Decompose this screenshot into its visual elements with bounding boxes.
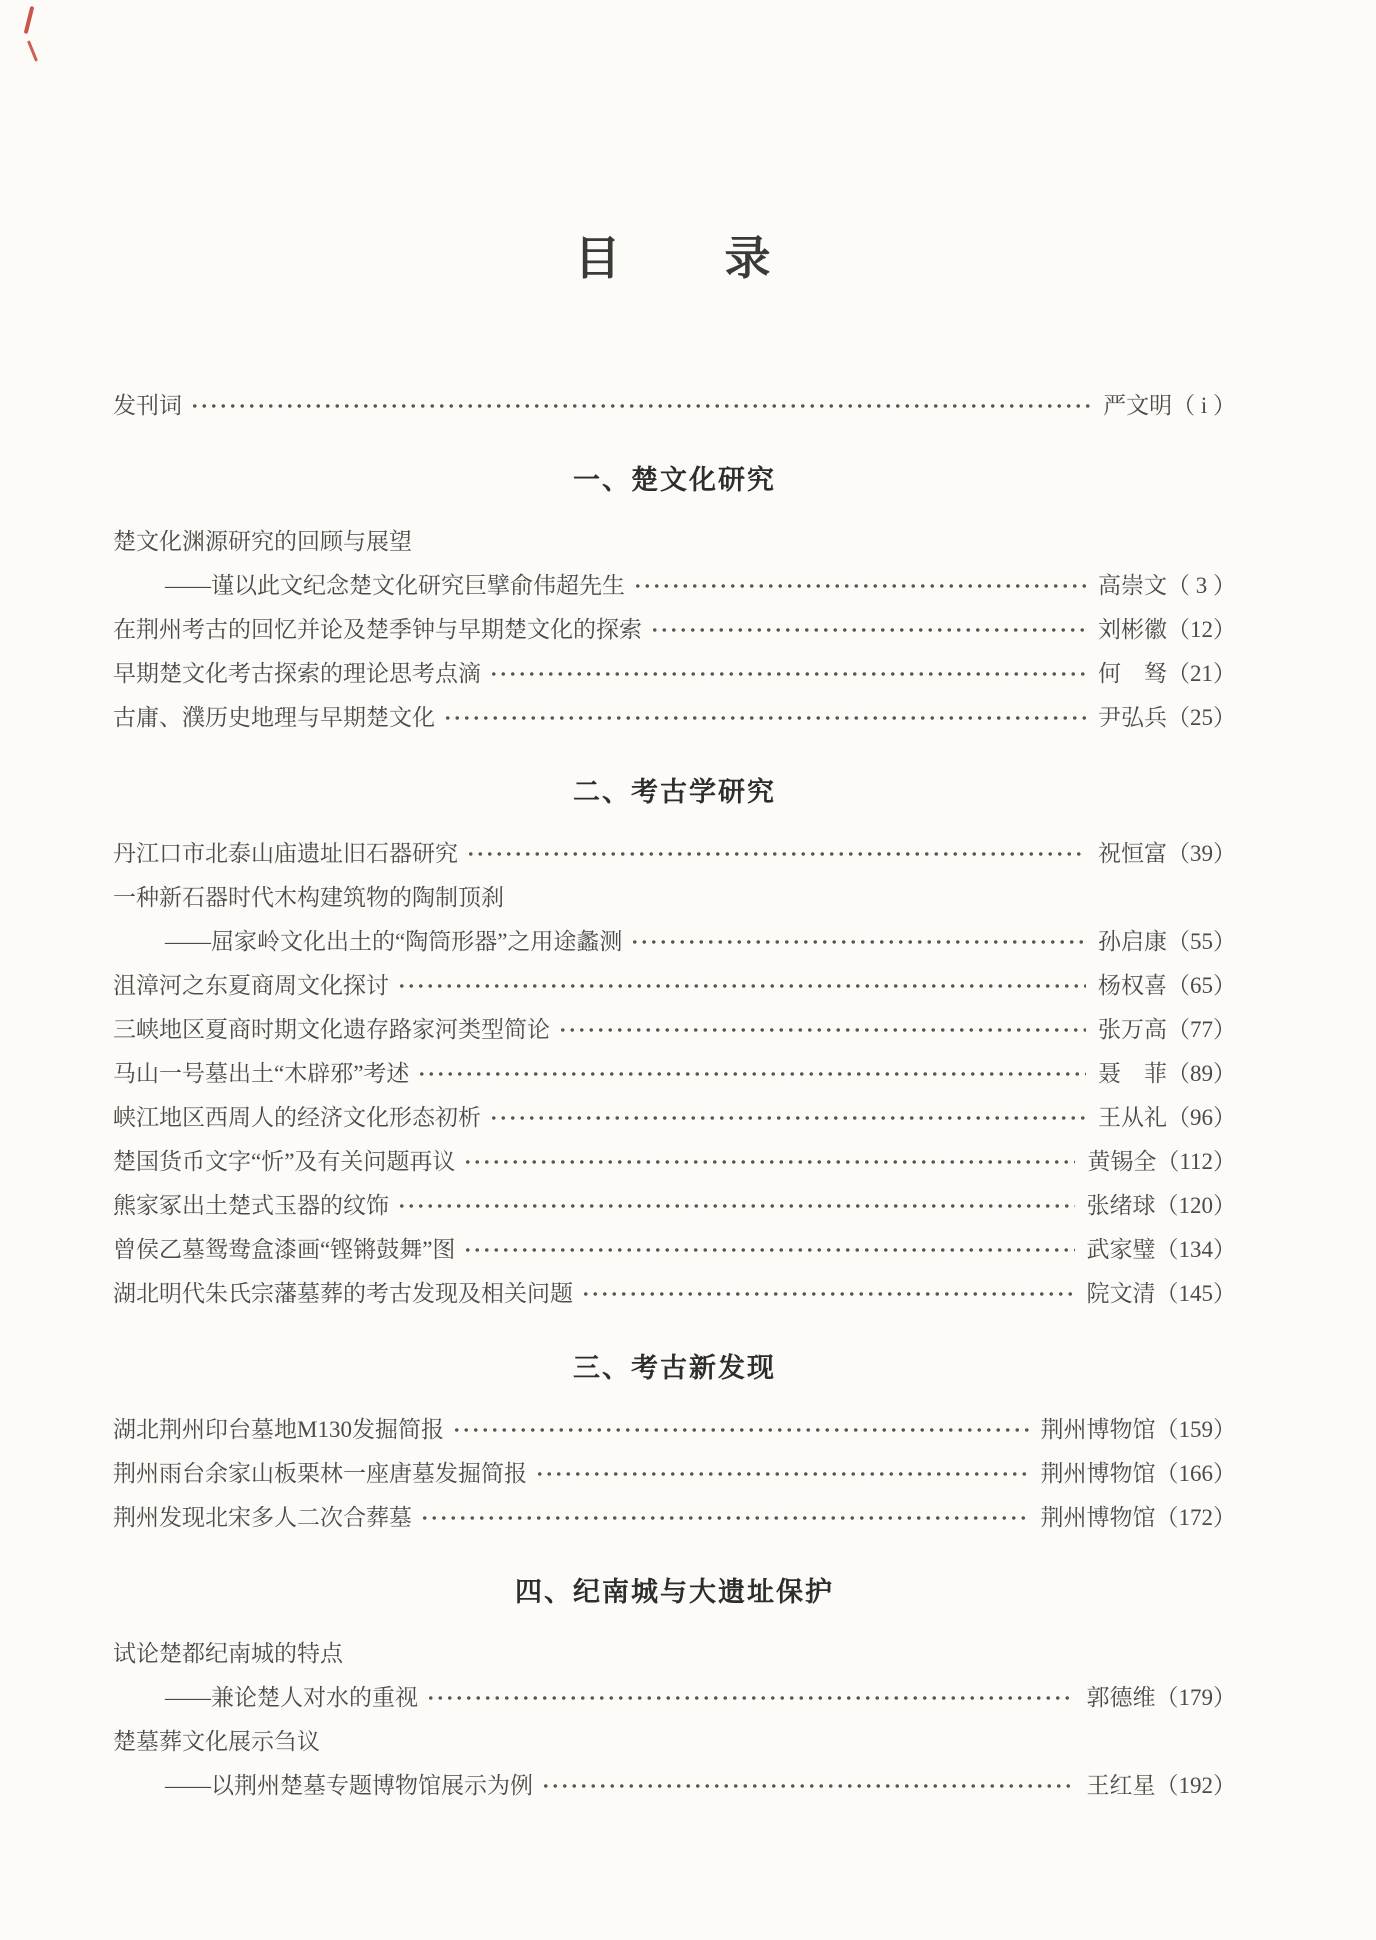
entry-author: 院文清 — [1086, 1281, 1156, 1306]
entry-page: （77） — [1167, 1017, 1236, 1042]
entry-title: 楚墓葬文化展示刍议 — [113, 1729, 320, 1754]
entry-page: （89） — [1167, 1061, 1236, 1086]
entry-title: 马山一号墓出土“木辟邪”考述 — [113, 1061, 410, 1086]
toc-entry — [113, 1096, 1236, 1140]
toc-entry — [113, 1008, 1236, 1052]
entry-title: 试论楚都纪南城的特点 — [113, 1641, 343, 1666]
entry-page: （166） — [1155, 1461, 1236, 1486]
entry-title: 峡江地区西周人的经济文化形态初析 — [113, 1105, 481, 1130]
entry-subtitle: ——以荆州楚墓专题博物馆展示为例 — [165, 1773, 533, 1798]
toc-entry — [113, 964, 1236, 1008]
entry-page: （21） — [1167, 661, 1236, 686]
scan-artifact-mark — [27, 40, 38, 62]
entry-page: （25） — [1167, 705, 1236, 730]
dot-leader — [463, 1140, 1075, 1184]
dot-leader — [452, 1408, 1029, 1452]
toc-entry — [113, 1140, 1236, 1184]
toc-entry — [113, 1632, 1236, 1720]
entry-page: （ 3 ） — [1167, 573, 1236, 598]
entry-author: 郭德维 — [1086, 1685, 1156, 1710]
entry-title: 荆州发现北宋多人二次合葬墓 — [113, 1505, 412, 1530]
entry-title: 湖北明代朱氏宗藩墓葬的考古发现及相关问题 — [113, 1281, 573, 1306]
entry-page: （ i ） — [1172, 393, 1236, 418]
entry-author: 何 驽 — [1098, 661, 1167, 686]
toc-entry — [113, 652, 1236, 696]
toc-entry — [113, 1052, 1236, 1096]
dot-leader — [417, 1052, 1086, 1096]
scan-artifact-mark — [24, 6, 35, 34]
entry-author: 荆州博物馆 — [1040, 1461, 1156, 1486]
entry-page: （65） — [1167, 973, 1236, 998]
entry-subtitle: ——谨以此文纪念楚文化研究巨擘俞伟超先生 — [165, 573, 625, 598]
entry-author: 尹弘兵 — [1098, 705, 1167, 730]
entry-author: 高崇文 — [1098, 573, 1167, 598]
toc-entry — [113, 1720, 1236, 1808]
entry-author: 刘彬徽 — [1098, 617, 1167, 642]
entry-page: （134） — [1155, 1237, 1236, 1262]
entry-page: （172） — [1155, 1505, 1236, 1530]
toc-content — [113, 0, 1236, 1808]
toc-entry — [113, 1272, 1236, 1316]
dot-leader — [190, 384, 1091, 428]
page-title: 目 录 — [574, 233, 775, 284]
entry-page: （145） — [1155, 1281, 1236, 1306]
dot-leader — [633, 564, 1086, 608]
dot-leader — [630, 920, 1086, 964]
entry-page: （55） — [1167, 929, 1236, 954]
section-heading: 一、楚文化研究 — [573, 465, 776, 495]
entry-subtitle: ——屈家岭文化出土的“陶筒形器”之用途蠡测 — [165, 929, 623, 954]
toc-entry — [113, 1408, 1236, 1452]
entry-title: 曾侯乙墓鸳鸯盒漆画“铿锵鼓舞”图 — [113, 1237, 456, 1262]
dot-leader — [489, 1096, 1086, 1140]
dot-leader — [397, 964, 1086, 1008]
section-heading: 三、考古新发现 — [573, 1353, 776, 1383]
toc-entry — [113, 520, 1236, 608]
toc-entry — [113, 1496, 1236, 1540]
entry-author: 孙启康 — [1098, 929, 1167, 954]
entry-author: 祝恒富 — [1098, 841, 1167, 866]
toc-entry — [113, 608, 1236, 652]
entry-author: 武家璧 — [1086, 1237, 1156, 1262]
entry-title: 熊家冢出土楚式玉器的纹饰 — [113, 1193, 389, 1218]
toc-entry — [113, 1452, 1236, 1496]
entry-page: （179） — [1155, 1685, 1236, 1710]
entry-title: 荆州雨台余家山板栗林一座唐墓发掘简报 — [113, 1461, 527, 1486]
entry-title: 三峡地区夏商时期文化遗存路家河类型简论 — [113, 1017, 550, 1042]
entry-page: （120） — [1155, 1193, 1236, 1218]
entry-title: 在荆州考古的回忆并论及楚季钟与早期楚文化的探索 — [113, 617, 642, 642]
toc-entry — [113, 1184, 1236, 1228]
toc-entry — [113, 832, 1236, 876]
entry-page: （39） — [1167, 841, 1236, 866]
dot-leader — [420, 1496, 1029, 1540]
front-matter-entry — [113, 384, 1236, 428]
dot-leader — [541, 1764, 1075, 1808]
entry-author: 荆州博物馆 — [1040, 1417, 1156, 1442]
dot-leader — [397, 1184, 1075, 1228]
entry-page: （12） — [1167, 617, 1236, 642]
dot-leader — [426, 1676, 1075, 1720]
dot-leader — [558, 1008, 1086, 1052]
entry-title: 楚国货币文字“忻”及有关问题再议 — [113, 1149, 456, 1174]
entry-title: 湖北荆州印台墓地M130发掘简报 — [113, 1417, 444, 1442]
entry-page: （112） — [1156, 1149, 1236, 1174]
entry-page: （192） — [1155, 1773, 1236, 1798]
entry-author: 王红星 — [1086, 1773, 1156, 1798]
dot-leader — [463, 1228, 1074, 1272]
dot-leader — [466, 832, 1086, 876]
entry-author: 荆州博物馆 — [1040, 1505, 1156, 1530]
dot-leader — [581, 1272, 1075, 1316]
entry-title: 丹江口市北泰山庙遗址旧石器研究 — [113, 841, 458, 866]
entry-author: 张绪球 — [1086, 1193, 1156, 1218]
entry-author: 王从礼 — [1098, 1105, 1167, 1130]
dot-leader — [443, 696, 1086, 740]
entry-title: 楚文化渊源研究的回顾与展望 — [113, 529, 412, 554]
entry-title: 一种新石器时代木构建筑物的陶制顶刹 — [113, 885, 504, 910]
entry-author: 张万高 — [1098, 1017, 1167, 1042]
entry-title: 发刊词 — [113, 393, 182, 418]
toc-entry — [113, 1228, 1236, 1272]
section-heading: 四、纪南城与大遗址保护 — [515, 1577, 834, 1607]
dot-leader — [650, 608, 1086, 652]
entry-page: （96） — [1167, 1105, 1236, 1130]
dot-leader — [489, 652, 1086, 696]
dot-leader — [535, 1452, 1029, 1496]
toc-entry — [113, 696, 1236, 740]
entry-page: （159） — [1155, 1417, 1236, 1442]
entry-author: 杨权喜 — [1098, 973, 1167, 998]
entry-author: 黄锡全 — [1087, 1149, 1157, 1174]
entry-subtitle: ——兼论楚人对水的重视 — [165, 1685, 418, 1710]
entry-author: 严文明 — [1103, 393, 1173, 418]
entry-title: 早期楚文化考古探索的理论思考点滴 — [113, 661, 481, 686]
section-heading: 二、考古学研究 — [573, 777, 776, 807]
entry-author: 聂 菲 — [1098, 1061, 1167, 1086]
entry-title: 沮漳河之东夏商周文化探讨 — [113, 973, 389, 998]
entry-title: 古庸、濮历史地理与早期楚文化 — [113, 705, 435, 730]
toc-entry — [113, 876, 1236, 964]
